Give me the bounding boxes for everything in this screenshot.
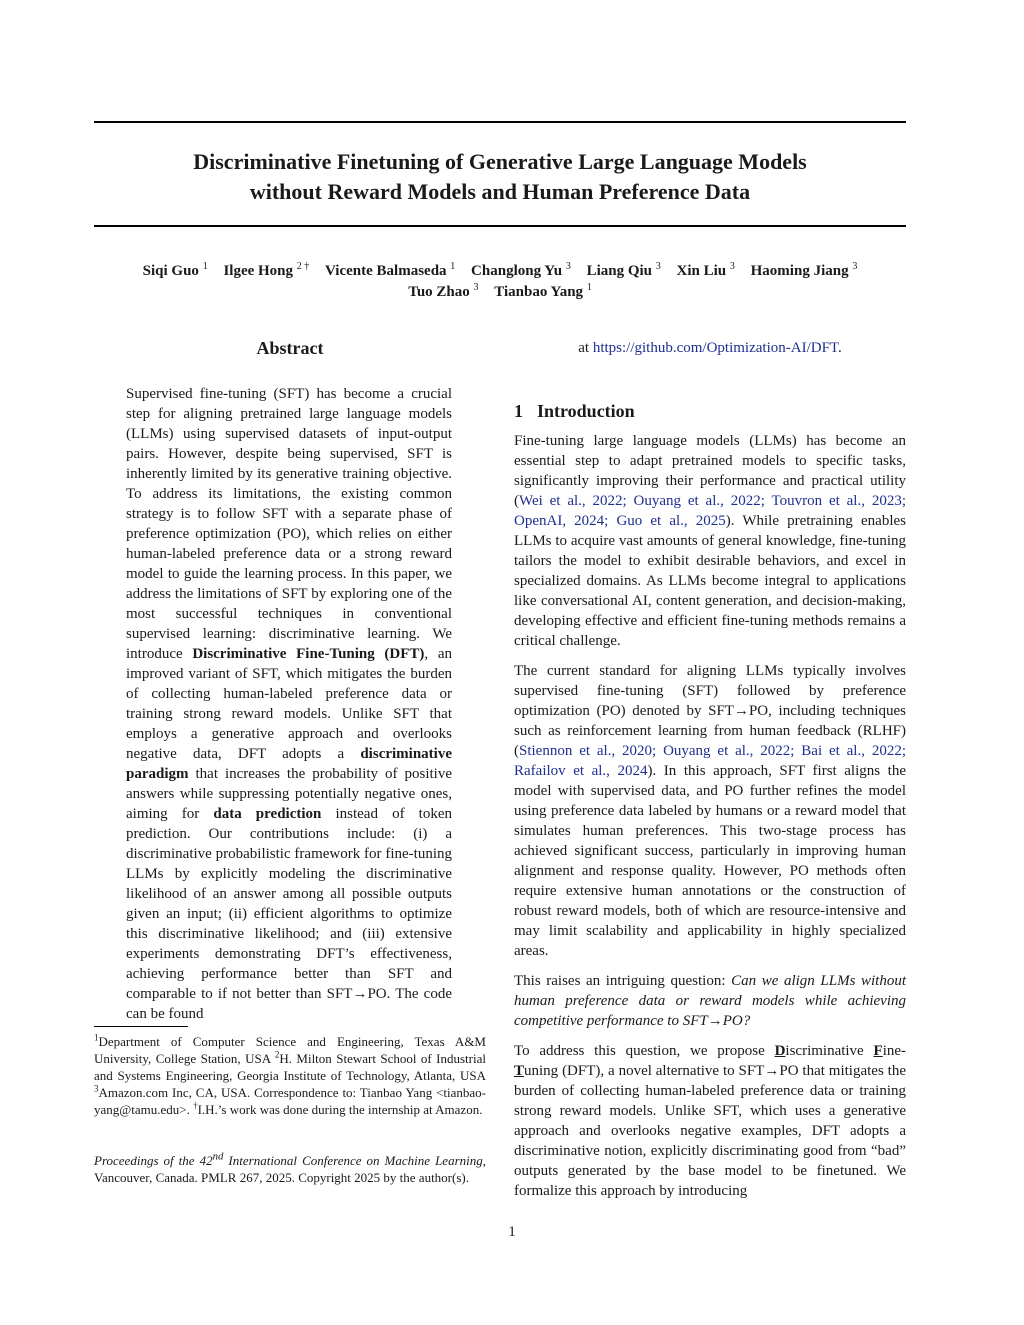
author: Changlong Yu $^3$	[471, 261, 571, 279]
author-line-1	[94, 261, 906, 282]
section-heading-introduction	[514, 401, 635, 422]
code-availability: at https://github.com/Optimization-AI/DFT.	[578, 340, 842, 356]
citation-link[interactable]: Wei et al., 2022; Ouyang et al., 2022; Touvron et al., 2023; OpenAI, 2024; Guo et al., 2025	[514, 493, 906, 529]
abstract-heading: Abstract	[256, 338, 324, 358]
abstract-body: Supervised fine-tuning (SFT) has become a crucial step for aligning pretrained large language models (LLMs) using supervised datasets of input-output pairs. However, despite being supervised, SFT is inherently limited by its generative training objective. To address its limitations, the existing common strategy is to follow SFT with a separate phase of preference optimization (PO), which relies on either human-labeled preference data or a strong reward model to guide the learning process. In this paper, we address the limitations of SFT by exploring one of the most successful techniques in conventional supervised learning: discriminative learning. We introduce Discriminative Fine-Tuning (DFT), an improved variant of SFT, which mitigates the burden of collecting human-labeled preference data or training strong reward models. Unlike SFT that employs a generative approach and overlooks negative data, DFT adopts a discriminative paradigm that increases the probability of positive answers while suppressing potentially negative ones, aiming for data prediction instead of token prediction. Our contributions include: (i) a discriminative probabilistic framework for fine-tuning LLMs by explicitly modeling the discriminative likelihood of an answer among all possible outputs given an input; (ii) efficient algorithms to optimize this discriminative likelihood; and (iii) extensive experiments demonstrating DFT’s effectiveness, achieving performance better than SFT and comparable to if not better than SFT→PO. The code can be found	[126, 386, 452, 1022]
author: Vicente Balmaseda $^1$	[325, 261, 456, 279]
page-number: 1	[508, 1224, 516, 1240]
author: Tuo Zhao $^3$	[408, 282, 479, 300]
title-bottom-rule	[94, 225, 906, 227]
author: Haoming Jiang $^3$	[750, 261, 858, 279]
paragraph: To address this question, we propose Discriminative Fine-Tuning (DFT), a novel alternative to SFT→PO that mitigates the burden of collecting human-labeled preference data or training strong reward models. Unlike SFT, which uses a generative approach and overlooks negative examples, DFT adopts a discriminative notion, explicitly discriminating good from “bad” outputs generated by the base model to be finetuned. We formalize this approach by introducing	[514, 1043, 907, 1199]
footnote-rule	[94, 1026, 188, 1027]
code-link[interactable]: https://github.com/Optimization-AI/DFT	[592, 340, 838, 356]
paragraph: This raises an intriguing question: Can we align LLMs without human preference data or reward models while achieving competitive performance to SFT→PO?	[514, 973, 907, 1029]
research-question: Can we align LLMs without human preference data or reward models while achieving competitive performance to SFT→PO?	[514, 973, 907, 1029]
proceedings-note: Proceedings of the 42nd International Conference on Machine Learning, Vancouver, Canada. PMLR 267, 2025. Copyright 2025 by the author(s).	[94, 1151, 486, 1186]
author: Xin Liu $^3$	[676, 261, 735, 279]
author: Siqi Guo $^1$	[142, 261, 208, 279]
section-number: 1	[514, 401, 523, 421]
citation-link[interactable]: Stiennon et al., 2020; Ouyang et al., 2022; Bai et al., 2022; Rafailov et al., 2024	[514, 743, 906, 779]
title-line-1: Discriminative Finetuning of Generative Large Language Models	[193, 149, 807, 174]
affiliations-footnote: $^1$Department of Computer Science and Engineering, Texas A&M University, College Station, USA $^2$H. Milton Stewart School of Industrial and Systems Engineering, Georgia Institute of Technology, Atlanta, USA $^3$Amazon.com Inc, CA, USA. Correspondence to: Tianbao Yang <tianbao-yang@tamu.edu>. †I.H.’s work was done during the internship at Amazon.	[94, 1032, 486, 1117]
author-list	[94, 261, 906, 303]
paper-title	[94, 147, 906, 207]
paragraph: Fine-tuning large language models (LLMs) has become an essential step to adapt pretrained models to specific tasks, significantly improving their performance and practical utility (Wei et al., 2022; Ouyang et al., 2022; Touvron et al., 2023; OpenAI, 2024; Guo et al., 2025). While pretraining enables LLMs to acquire vast amounts of general knowledge, fine-tuning tailors the model to exhibit desirable behaviors, and excel in specialized domains. As LLMs become integral to applications like conversational AI, content generation, and decision-making, developing effective and efficient fine-tuning methods remains a critical challenge.	[514, 433, 906, 649]
title-top-rule	[94, 121, 906, 123]
introduction-body	[514, 431, 906, 1211]
paragraph: The current standard for aligning LLMs typically involves supervised fine-tuning (SFT) followed by preference optimization (PO) denoted by SFT→PO, including techniques such as reinforcement learning from human feedback (RLHF) (Stiennon et al., 2020; Ouyang et al., 2022; Bai et al., 2022; Rafailov et al., 2024). In this approach, SFT first aligns the model with supervised data, and PO further refines the model using preference data labeled by humans or a reward model that simulates human preferences. This two-stage process has achieved significant success, particularly in improving human alignment and response quality. However, PO methods often require extensive human annotations or the construction of robust reward models, both of which are resource-intensive and may limit scalability and applicability in highly specialized areas.	[514, 663, 906, 959]
author: Tianbao Yang $^1$	[494, 282, 592, 300]
author: Liang Qiu $^3$	[586, 261, 661, 279]
author: Ilgee Hong $^{2 \dagger}$	[223, 261, 310, 279]
section-title: Introduction	[537, 401, 635, 421]
author-line-2	[94, 282, 906, 303]
title-line-2: without Reward Models and Human Preference Data	[249, 179, 751, 204]
